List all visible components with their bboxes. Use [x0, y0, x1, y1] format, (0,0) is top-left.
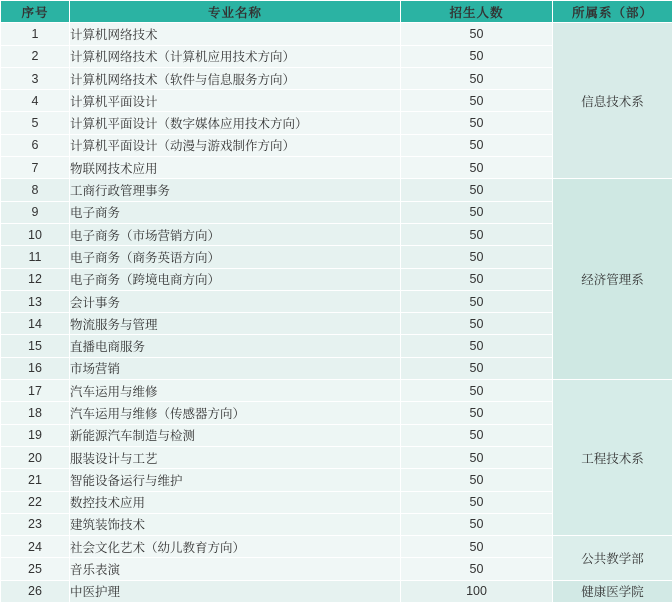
cell-index: 15	[1, 335, 70, 357]
cell-index: 16	[1, 357, 70, 379]
cell-department: 信息技术系	[553, 23, 672, 179]
cell-major-name: 直播电商服务	[70, 335, 401, 357]
cell-quota: 50	[401, 246, 553, 268]
cell-major-name: 市场营销	[70, 357, 401, 379]
cell-major-name: 电子商务	[70, 201, 401, 223]
cell-quota: 50	[401, 424, 553, 446]
cell-index: 19	[1, 424, 70, 446]
cell-index: 21	[1, 469, 70, 491]
cell-major-name: 计算机网络技术（软件与信息服务方向）	[70, 67, 401, 89]
cell-quota: 50	[401, 90, 553, 112]
cell-quota: 50	[401, 23, 553, 45]
cell-major-name: 物流服务与管理	[70, 313, 401, 335]
cell-major-name: 数控技术应用	[70, 491, 401, 513]
cell-quota: 50	[401, 536, 553, 558]
cell-major-name: 计算机网络技术（计算机应用技术方向）	[70, 45, 401, 67]
cell-index: 14	[1, 313, 70, 335]
column-header-quota: 招生人数	[401, 1, 553, 23]
column-header-index: 序号	[1, 1, 70, 23]
cell-index: 11	[1, 246, 70, 268]
cell-quota: 50	[401, 402, 553, 424]
table-row	[1, 536, 672, 558]
table-row	[1, 380, 672, 402]
cell-quota: 50	[401, 491, 553, 513]
cell-index: 3	[1, 67, 70, 89]
cell-index: 4	[1, 90, 70, 112]
cell-quota: 50	[401, 357, 553, 379]
cell-index: 6	[1, 134, 70, 156]
cell-quota: 50	[401, 112, 553, 134]
cell-major-name: 新能源汽车制造与检测	[70, 424, 401, 446]
cell-quota: 50	[401, 179, 553, 201]
cell-major-name: 电子商务（商务英语方向）	[70, 246, 401, 268]
cell-index: 23	[1, 513, 70, 535]
column-header-name: 专业名称	[70, 1, 401, 23]
cell-department: 工程技术系	[553, 380, 672, 536]
cell-department: 健康医学院	[553, 580, 672, 602]
cell-index: 5	[1, 112, 70, 134]
cell-quota: 50	[401, 290, 553, 312]
cell-index: 18	[1, 402, 70, 424]
cell-index: 1	[1, 23, 70, 45]
cell-index: 20	[1, 446, 70, 468]
cell-index: 2	[1, 45, 70, 67]
cell-quota: 50	[401, 223, 553, 245]
table-row	[1, 23, 672, 45]
cell-quota: 50	[401, 67, 553, 89]
table-row	[1, 580, 672, 602]
cell-index: 9	[1, 201, 70, 223]
cell-index: 7	[1, 157, 70, 179]
cell-quota: 50	[401, 335, 553, 357]
table-body	[1, 23, 672, 603]
cell-major-name: 智能设备运行与维护	[70, 469, 401, 491]
cell-major-name: 电子商务（市场营销方向）	[70, 223, 401, 245]
cell-quota: 50	[401, 268, 553, 290]
cell-quota: 100	[401, 580, 553, 602]
cell-index: 22	[1, 491, 70, 513]
cell-major-name: 会计事务	[70, 290, 401, 312]
cell-quota: 50	[401, 134, 553, 156]
cell-major-name: 计算机平面设计（数字媒体应用技术方向）	[70, 112, 401, 134]
cell-major-name: 物联网技术应用	[70, 157, 401, 179]
cell-index: 26	[1, 580, 70, 602]
cell-quota: 50	[401, 380, 553, 402]
cell-major-name: 建筑装饰技术	[70, 513, 401, 535]
cell-quota: 50	[401, 313, 553, 335]
cell-major-name: 音乐表演	[70, 558, 401, 580]
cell-quota: 50	[401, 558, 553, 580]
cell-index: 8	[1, 179, 70, 201]
cell-major-name: 中医护理	[70, 580, 401, 602]
cell-major-name: 计算机平面设计	[70, 90, 401, 112]
table-header-row	[1, 1, 672, 23]
cell-quota: 50	[401, 45, 553, 67]
cell-index: 25	[1, 558, 70, 580]
cell-major-name: 工商行政管理事务	[70, 179, 401, 201]
cell-major-name: 电子商务（跨境电商方向）	[70, 268, 401, 290]
cell-department: 经济管理系	[553, 179, 672, 380]
cell-department: 公共教学部	[553, 536, 672, 581]
cell-quota: 50	[401, 446, 553, 468]
cell-index: 17	[1, 380, 70, 402]
cell-quota: 50	[401, 513, 553, 535]
cell-major-name: 计算机平面设计（动漫与游戏制作方向）	[70, 134, 401, 156]
table-row	[1, 179, 672, 201]
cell-index: 10	[1, 223, 70, 245]
table-header	[1, 1, 672, 23]
column-header-department: 所属系（部）	[553, 1, 672, 23]
cell-quota: 50	[401, 201, 553, 223]
cell-major-name: 汽车运用与维修	[70, 380, 401, 402]
cell-quota: 50	[401, 157, 553, 179]
cell-index: 13	[1, 290, 70, 312]
cell-major-name: 汽车运用与维修（传感器方向）	[70, 402, 401, 424]
cell-index: 12	[1, 268, 70, 290]
cell-major-name: 社会文化艺术（幼儿教育方向）	[70, 536, 401, 558]
cell-major-name: 计算机网络技术	[70, 23, 401, 45]
cell-major-name: 服装设计与工艺	[70, 446, 401, 468]
cell-index: 24	[1, 536, 70, 558]
cell-quota: 50	[401, 469, 553, 491]
